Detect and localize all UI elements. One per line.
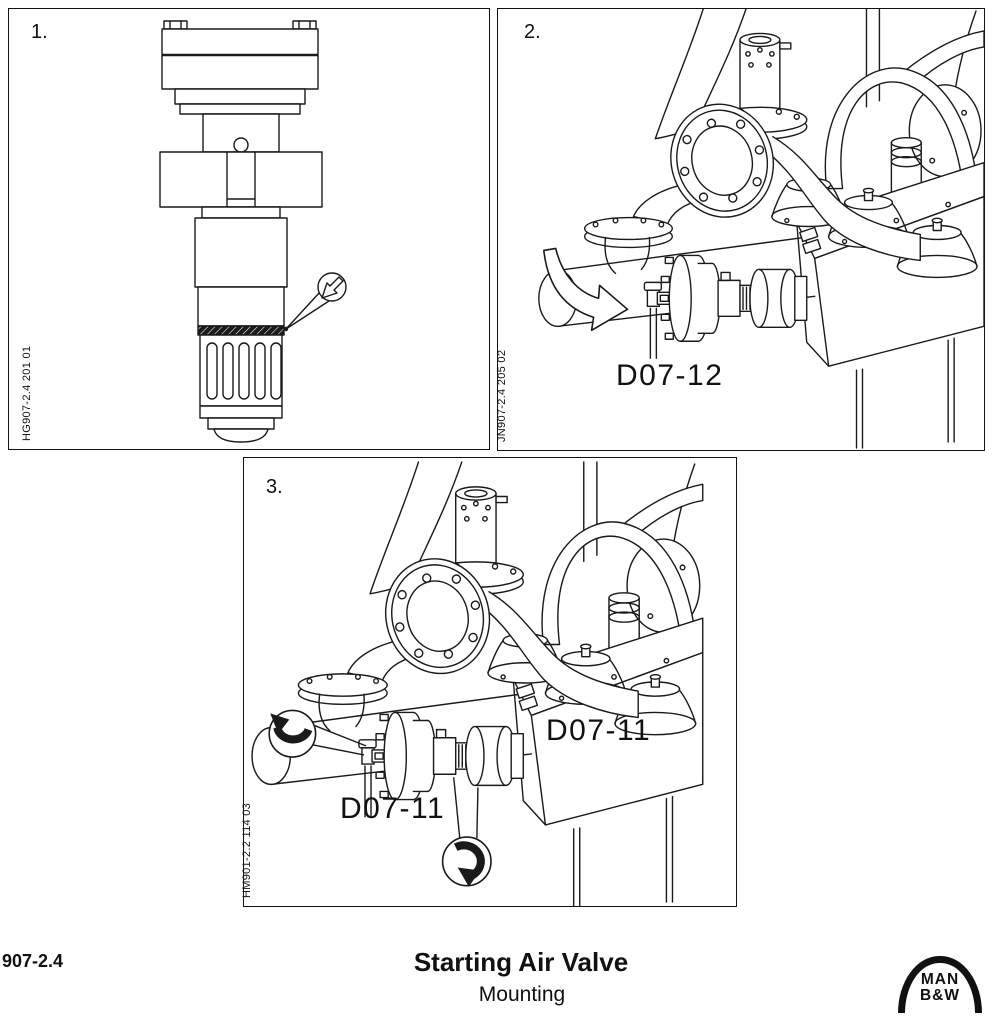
rotate-cw-icon — [443, 777, 491, 886]
page-subtitle: Mounting — [478, 983, 566, 1006]
figure-id: HM901-2.2 114 03 — [241, 802, 253, 898]
valve-ribbed-skirt — [200, 335, 282, 406]
valve-seal-ring — [198, 326, 284, 335]
section-number: 907-2.4 — [2, 951, 64, 971]
valve-body — [195, 207, 287, 326]
valve-mounting-drawing — [498, 9, 984, 450]
component-label-d07-11: D07-11 — [340, 792, 446, 825]
valve-bottom-cap — [200, 406, 282, 442]
component-label-d07-12: D07-12 — [616, 359, 724, 392]
logo-line1: MAN — [920, 971, 960, 988]
valve-dismounting-drawing — [244, 458, 736, 906]
logo-text — [898, 972, 982, 1004]
valve-top-cap — [162, 21, 318, 114]
figure-number: 3. — [266, 476, 283, 498]
valve-hex-nut — [160, 152, 322, 207]
lubrication-arrow-icon — [284, 273, 346, 331]
figure-panel-3 — [243, 457, 737, 907]
figure-number: 2. — [524, 21, 541, 43]
page-title: Starting Air Valve — [413, 947, 629, 977]
figure-number: 1. — [31, 21, 48, 43]
valve-spindle-neck — [203, 114, 279, 152]
figure-id: HG907-2.4 201 01 — [21, 345, 33, 441]
starting-air-valve-drawing — [9, 9, 489, 449]
figure-id: JN907-2.4 205 02 — [496, 349, 508, 442]
logo-line2: B&W — [919, 987, 961, 1004]
component-label-d07-11: D07-11 — [546, 714, 652, 747]
figure-panel-2 — [497, 8, 985, 451]
man-bw-logo — [898, 956, 982, 1018]
figure-panel-1 — [8, 8, 490, 450]
